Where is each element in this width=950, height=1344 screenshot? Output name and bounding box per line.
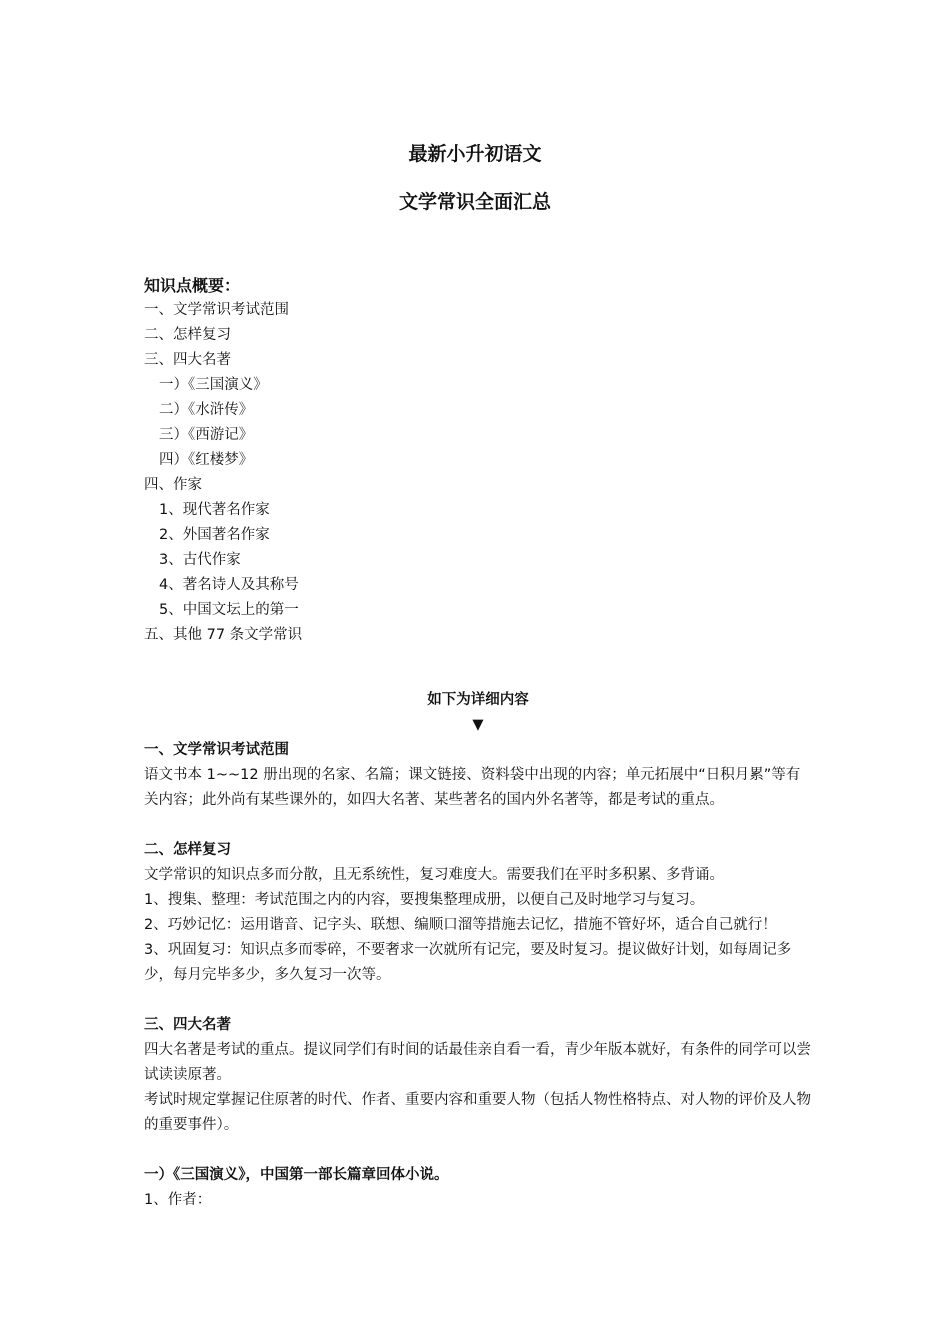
outline-item: 3、古代作家 xyxy=(159,552,241,568)
document-subtitle: 文学常识全面汇总 xyxy=(398,191,551,213)
outline-item: 一）《三国演义》 xyxy=(159,377,268,393)
paragraph: 1、作者： xyxy=(144,1192,212,1208)
paragraph: 文学常识的知识点多而分散，且无系统性，复习难度大。需要我们在平时多积累、多背诵。 xyxy=(144,867,724,883)
down-arrow-icon: ▼ xyxy=(472,717,484,733)
paragraph: 四大名著是考试的重点。提议同学们有时间的话最佳亲自看一看，青少年版本就好，有条件的同学可以尝试读读原著。 xyxy=(144,1042,811,1083)
outline-item: 4、著名诗人及其称号 xyxy=(159,577,299,593)
outline-item: 5、中国文坛上的第一 xyxy=(159,602,299,618)
paragraph: 1、搜集、整理：考试范围之内的内容，要搜集整理成册，以便自己及时地学习与复习。 xyxy=(144,892,705,908)
outline-heading: 知识点概要： xyxy=(144,276,241,295)
section-heading: 一、文学常识考试范围 xyxy=(144,742,289,758)
section-heading: 二、怎样复习 xyxy=(144,842,231,858)
section-heading: 一）《三国演义》，中国第一部长篇章回体小说。 xyxy=(144,1167,449,1183)
detail-intro: 如下为详细内容 xyxy=(427,692,529,708)
outline-item: 五、其他 77 条文学常识 xyxy=(144,627,303,643)
outline-item: 2、外国著名作家 xyxy=(159,527,270,543)
paragraph: 3、巩固复习：知识点多而零碎，不要奢求一次就所有记完，要及时复习。提议做好计划，如每周记多少，每月完毕多少，多久复习一次等。 xyxy=(144,942,792,983)
outline-item: 一、文学常识考试范围 xyxy=(144,302,289,318)
document-title: 最新小升初语文 xyxy=(408,143,542,165)
document-body xyxy=(144,273,812,1213)
outline-item: 四、作家 xyxy=(144,477,202,493)
paragraph: 2、巧妙记忆：运用谐音、记字头、联想、编顺口溜等措施去记忆，措施不管好坏，适合自己就行！ xyxy=(144,917,777,933)
outline-item: 四）《红楼梦》 xyxy=(159,452,254,468)
outline-item: 三、四大名著 xyxy=(144,352,231,368)
paragraph: 语文书本 1~~12 册出现的名家、名篇；课文链接、资料袋中出现的内容；单元拓展中“日积月累”等有关内容；此外尚有某些课外的，如四大名著、某些著名的国内外名著等，都是考试的重点。 xyxy=(144,767,801,808)
outline-item: 1、现代著名作家 xyxy=(159,502,270,518)
section-heading: 三、四大名著 xyxy=(144,1017,231,1033)
outline-item: 三）《西游记》 xyxy=(159,427,254,443)
outline-item: 二、怎样复习 xyxy=(144,327,231,343)
paragraph: 考试时规定掌握记住原著的时代、作者、重要内容和重要人物（包括人物性格特点、对人物的评价及人物的重要事件）。 xyxy=(144,1092,811,1133)
outline-item: 二）《水浒传》 xyxy=(159,402,254,418)
